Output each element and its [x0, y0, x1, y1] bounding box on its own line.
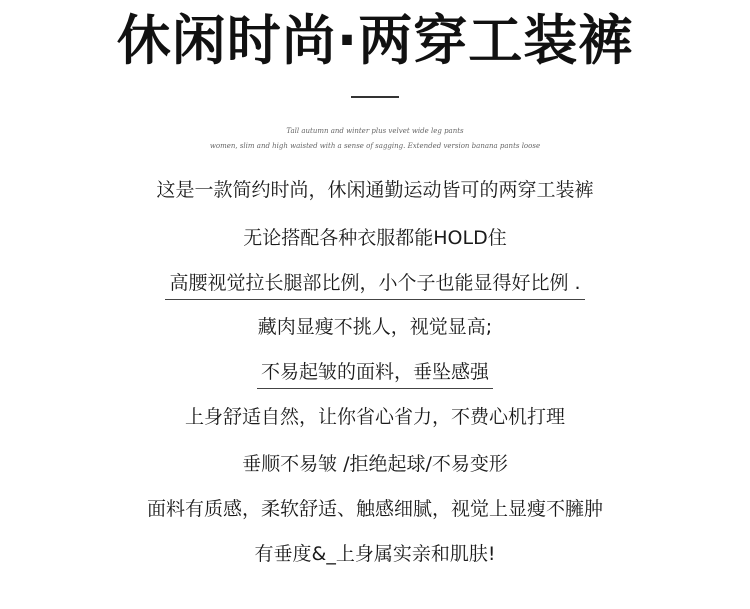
- description-line-5: [0, 359, 750, 389]
- english-subtitle-line-2: women, slim and high waisted with a sense of sagging. Extended version banana pants loose: [209, 142, 541, 150]
- description-text-underlined: 不易起皱的面料，垂坠感强: [257, 359, 493, 389]
- description-line-3: [0, 270, 750, 300]
- description-text: 有垂度&_上身属实亲和肌肤!: [254, 543, 496, 565]
- english-subtitle-line-1: Tall autumn and winter plus velvet wide leg pants: [286, 127, 464, 135]
- description-line-4: [0, 314, 750, 340]
- description-text-underlined: 高腰视觉拉长腿部比例，小个子也能显得好比例 .: [165, 270, 584, 300]
- description-text: 这是一款简约时尚，休闲通勤运动皆可的两穿工装裤: [156, 179, 594, 201]
- description-line-8: [0, 496, 750, 522]
- description-line-2: [0, 225, 750, 251]
- description-text: 垂顺不易皱 /拒绝起球/不易变形: [242, 453, 508, 475]
- description-text: 上身舒适自然，让你省心省力，不费心机打理: [184, 406, 565, 428]
- page-title: 休闲时尚·两穿工装裤: [116, 9, 634, 72]
- description-line-9: [0, 541, 750, 567]
- description-line-6: [0, 404, 750, 430]
- description-text: 面料有质感，柔软舒适、触感细腻，视觉上显瘦不臃肿: [146, 498, 603, 520]
- description-line-7: [0, 451, 750, 477]
- description-text: 藏肉显瘦不挑人，视觉显高;: [257, 316, 493, 338]
- description-line-1: [0, 177, 750, 203]
- title-divider: [351, 96, 399, 98]
- description-text: 无论搭配各种衣服都能HOLD住: [243, 227, 507, 249]
